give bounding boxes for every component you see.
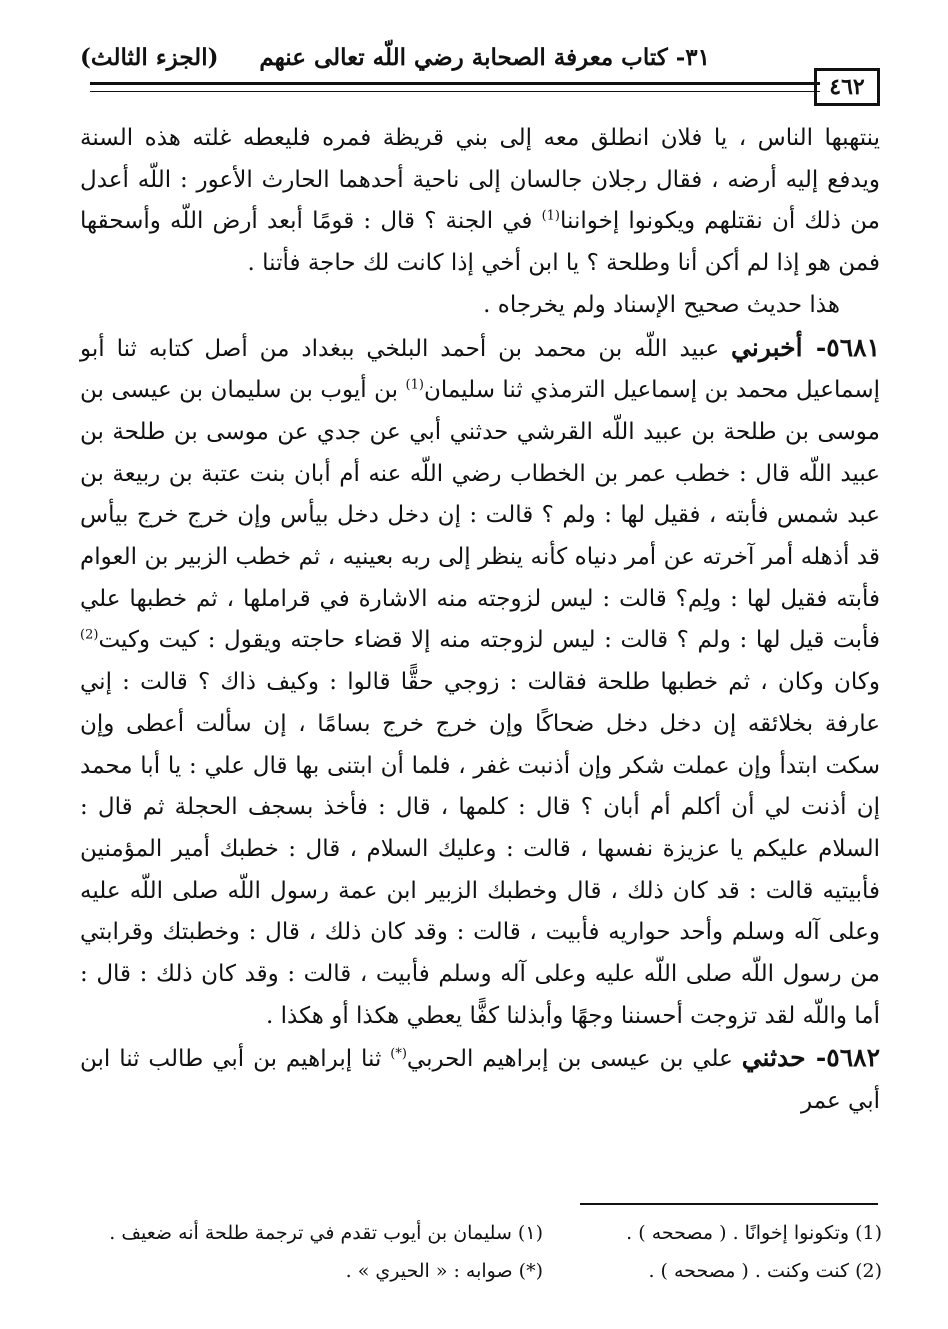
hadith-5682 [80,1037,880,1122]
chapter-title: ٣١- كتاب معرفة الصحابة رضي اللّه تعالى عنهم [259,44,710,71]
hadith-number: ٥٦٨١- [815,332,880,362]
narration-verb: أخبرني [731,332,816,362]
paragraph-grading: هذا حديث صحيح الإسناد ولم يخرجاه . [483,291,840,318]
page-number: ٤٦٢ [814,68,880,106]
narration-verb: حدثني [741,1043,816,1073]
page-header [80,40,880,100]
text-segment: علي بن عيسى بن إبراهيم الحربي [406,1046,742,1073]
footnote-2: (2) كنت وكنت . ( مصححه ) . [648,1260,882,1282]
footnote-separator [580,1203,878,1205]
hadith-5681 [80,327,880,1038]
text-segment: عبيد اللّه بن محمد بن أحمد البلخي ببغداد من أصل كتابه ثنا أبو إسماعيل محمد بن إسماعيل الترمذي ثنا سليمان [80,335,880,404]
main-text [80,118,880,1123]
footnote-1: (1) وتكونوا إخوانًا . ( مصححه ) . [626,1222,882,1244]
header-rule-thin [90,91,820,92]
footnote-ref: (1) [405,377,424,393]
footnote-ref: (1) [541,208,560,224]
text-segment: وكان وكان ، ثم خطبها طلحة فقالت : زوجي حقًّا قالوا : وكيف ذاك ؟ قالت : إني عارفة بخلائقه إن دخل دخل ضحاكًا وإن خرج خرج بسامًا ، إن سألت أعطى وإن سكت ابتدأ وإن عملت شكر وإن أذنبت غفر ، فلما أن ابتنى بها قال علي : يا أبا محمد إن أذنت لي أن أكلم أم أبان ؟ قال : كلمها ، قال : فأخذ بسجف الحجلة ثم قال : السلام عليكم يا عزيزة نفسها ، قالت : وعليك السلام ، قال : خطبك أمير المؤمنين فأبيتيه قالت : قد كان ذلك ، قال وخطبك الزبير ابن عمة رسول اللّه صلى اللّه عليه وعلى آله وسلم وأحد حواريه فأبيت ، قالت : وقد كان ذلك ، قال : وخطبتك وقرابتي من رسول اللّه صلى اللّه عليه وعلى آله وسلم فأبيت ، قالت : وقد كان ذلك : قال : أما واللّه لقد تزوجت أحسننا وجهًا وأبذلنا كفًّا يعطي هكذا أو هكذا . [80,669,880,1029]
footnote-ref: (*) [390,1046,407,1062]
footnote-4: (*) صوابه : « الحيري » . [345,1260,543,1282]
volume-label: (الجزء الثالث) [80,44,219,71]
footnote-ref: (2) [80,627,99,643]
text-segment: في الجنة ؟ قال : قومًا أبعد أرض اللّه وأسحقها فمن هو إذا لم أكن أنا وطلحة ؟ يا ابن أخي إذا كانت لك حاجة فأتنا . [80,208,880,277]
footnote-3: (١) سليمان بن أيوب تقدم في ترجمة طلحة أنه ضعيف . [109,1222,543,1244]
header-rule-thick [90,82,820,85]
hadith-number: ٥٦٨٢- [815,1043,880,1073]
text-segment: بن أيوب بن سليمان بن عيسى بن موسى بن طلحة بن عبيد اللّه القرشي حدثني أبي عن جدي عن موسى بن طلحة بن عبيد اللّه قال : خطب عمر بن الخطاب رضي اللّه عنه أم أبان بنت عتبة بن ربيعة بن عبد شمس فأبته ، فقيل لها : ولم ؟ قالت : إن دخل دخل بيأس وإن خرج خرج بيأس قد أذهله أمر آخرته عن أمر دنياه كأنه ينظر إلى ربه بعينيه ، ثم خطب الزبير بن العوام فأبته فقيل لها : ولِم؟ قالت : ليس لزوجته منه الاشارة في قراملها ، ثم خطبها علي فأبت قيل لها : ولم ؟ قالت : ليس لزوجته منه إلا قضاء حاجته ويقول : كيت وكيت [80,377,880,654]
text-segment: ثنا إبراهيم بن أبي طالب ثنا ابن أبي عمر [80,1046,880,1115]
text-segment: ينتهبها الناس ، يا فلان انطلق معه إلى بني قريظة فمره فليعطه غلته هذه السنة ويدفع إليه أرضه ، فقال رجلان جالسان إلى ناحية أحدهما الحارث الأعور : اللّه أعدل من ذلك أن نقتلهم ويكونوا إخواننا [80,125,881,235]
paragraph-continuation [80,118,880,285]
